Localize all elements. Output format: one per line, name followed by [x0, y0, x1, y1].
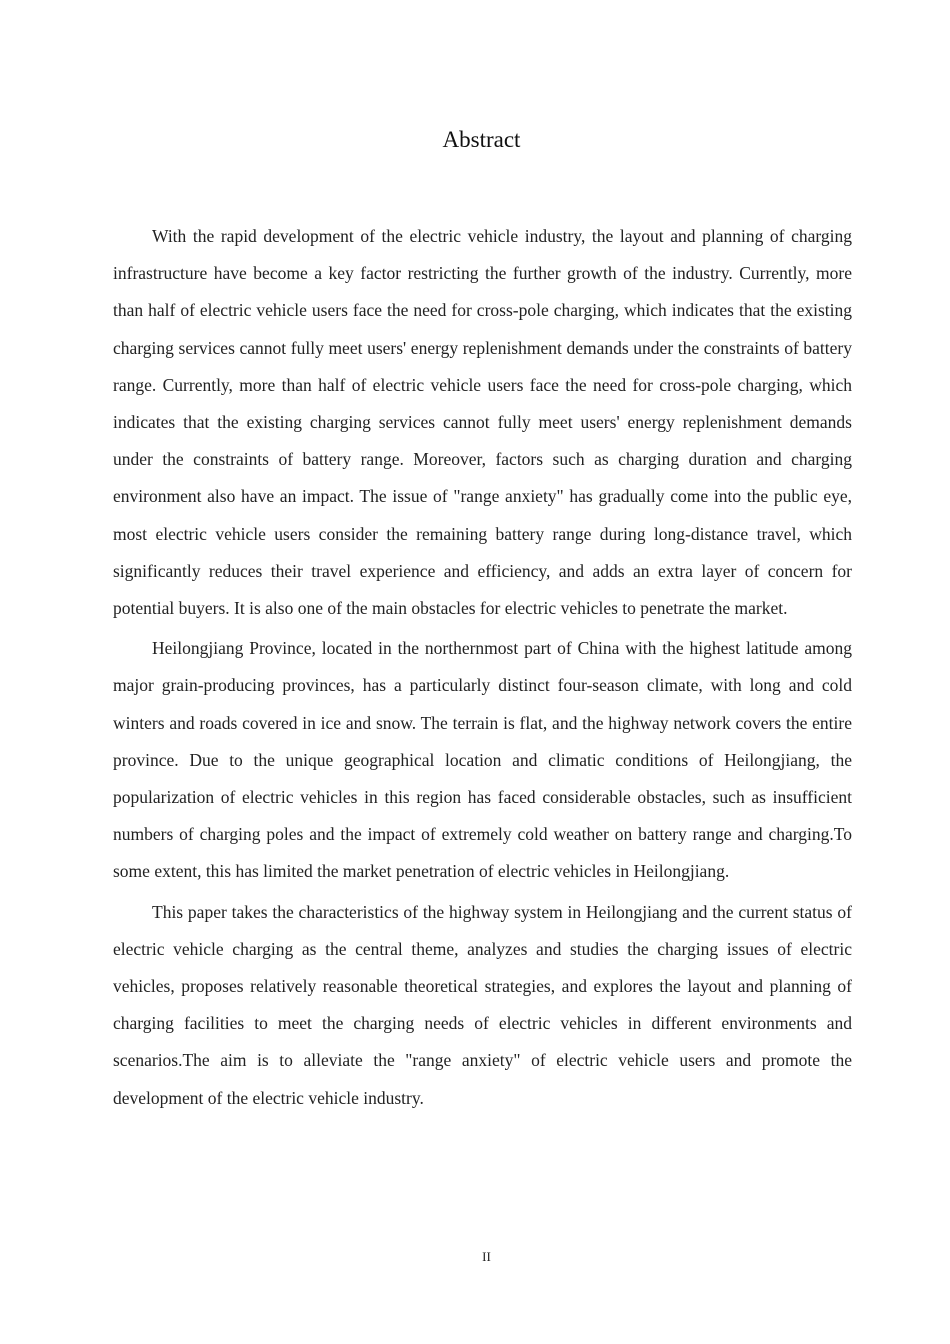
- abstract-paragraph-2: Heilongjiang Province, located in the northernmost part of China with the highest latitude among major grain-producing provinces, has a particularly distinct four-season climate, with long and cold winters and roads covered in ice and snow. The terrain is flat, and the highway network covers the entire province. Due to the unique geographical location and climatic conditions of Heilongjiang, the popularization of electric vehicles in this region has faced considerable obstacles, such as insufficient numbers of charging poles and the impact of extremely cold weather on battery range and charging.To some extent, this has limited the market penetration of electric vehicles in Heilongjiang.: [113, 638, 852, 882]
- abstract-paragraph-3: This paper takes the characteristics of the highway system in Heilongjiang and the current status of electric vehicle charging as the central theme, analyzes and studies the charging issues of electric vehicles, proposes relatively reasonable theoretical strategies, and explores the layout and planning of charging facilities to meet the charging needs of electric vehicles in different environments and scenarios.The aim is to alleviate the "range anxiety" of electric vehicle users and promote the development of the electric vehicle industry.: [113, 901, 852, 1108]
- abstract-body: [113, 218, 852, 1120]
- page-number: II: [482, 1249, 491, 1264]
- abstract-title: Abstract: [442, 127, 521, 152]
- abstract-paragraph-1: With the rapid development of the electric vehicle industry, the layout and planning of charging infrastructure have become a key factor restricting the further growth of the industry. Currently, more than half of electric vehicle users face the need for cross-pole charging, which indicates that the existing charging services cannot fully meet users' energy replenishment demands under the constraints of battery range. Currently, more than half of electric vehicle users face the need for cross-pole charging, which indicates that the existing charging services cannot fully meet users' energy replenishment demands under the constraints of battery range. Moreover, factors such as charging duration and charging environment also have an impact. The issue of "range anxiety" has gradually come into the public eye, most electric vehicle users consider the remaining battery range during long-distance travel, which significantly reduces their travel experience and efficiency, and adds an extra layer of concern for potential buyers. It is also one of the main obstacles for electric vehicles to penetrate the market.: [113, 226, 852, 619]
